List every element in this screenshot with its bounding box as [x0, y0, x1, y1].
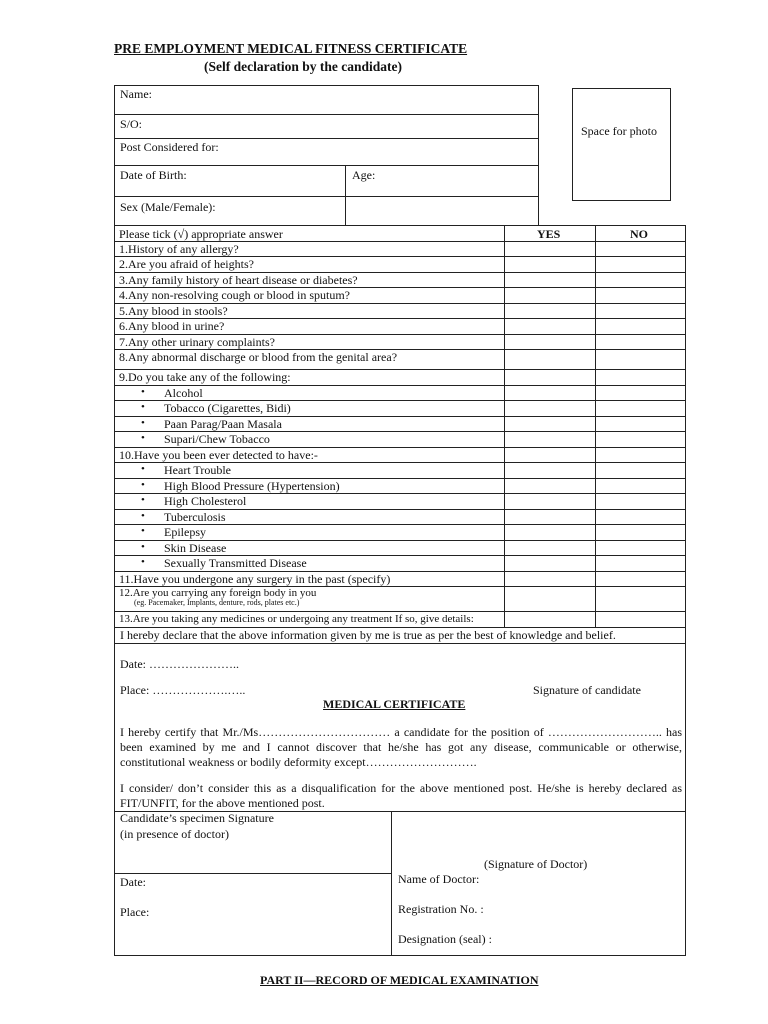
table-row[interactable]: [114, 319, 686, 335]
table-row[interactable]: [114, 612, 686, 628]
table-row[interactable]: [114, 288, 686, 304]
bullet-icon: •: [141, 479, 145, 491]
list-item-label: Tuberculosis: [164, 510, 226, 524]
list-item-label: High Blood Pressure (Hypertension): [164, 479, 340, 493]
post-field[interactable]: Post Considered for:: [120, 140, 219, 154]
part-two-title: PART II—RECORD OF MEDICAL EXAMINATION: [260, 973, 539, 987]
table-row: [114, 448, 686, 463]
question-text: 7.Any other urinary complaints?: [119, 335, 275, 349]
list-item[interactable]: [114, 525, 686, 541]
bullet-icon: •: [141, 401, 145, 413]
sex-field[interactable]: Sex (Male/Female):: [120, 200, 216, 214]
list-item-label: High Cholesterol: [164, 494, 247, 508]
specimen-signature-note: (in presence of doctor): [120, 827, 229, 841]
divider: [391, 811, 392, 956]
designation-field[interactable]: Designation (seal) :: [398, 932, 492, 946]
name-field[interactable]: Name:: [120, 87, 152, 101]
divider: [114, 138, 539, 139]
list-item[interactable]: [114, 463, 686, 479]
list-item-label: Skin Disease: [164, 541, 227, 555]
form-title: PRE EMPLOYMENT MEDICAL FITNESS CERTIFICATE: [114, 41, 468, 56]
candidate-signature-label: Signature of candidate: [533, 683, 641, 697]
question-text: 11.Have you undergone any surgery in the past (specify): [119, 572, 391, 586]
list-item[interactable]: [114, 510, 686, 525]
instruction-text: Please tick (√) appropriate answer: [119, 227, 283, 241]
table-row[interactable]: [114, 304, 686, 319]
list-item[interactable]: [114, 432, 686, 448]
divider: [114, 643, 686, 644]
photo-box: [572, 88, 671, 201]
doctor-name-field[interactable]: Name of Doctor:: [398, 872, 480, 886]
bullet-icon: •: [141, 386, 145, 398]
list-item-label: Alcohol: [164, 386, 203, 400]
divider: [345, 165, 346, 226]
declaration-date[interactable]: Date: …………………..: [120, 657, 239, 671]
bullet-icon: •: [141, 556, 145, 568]
photo-label: Space for photo: [581, 124, 657, 138]
question-text: 2.Are you afraid of heights?: [119, 257, 254, 271]
list-item-label: Epilepsy: [164, 525, 206, 539]
question-text: 4.Any non-resolving cough or blood in sputum?: [119, 288, 350, 302]
list-item[interactable]: [114, 386, 686, 401]
list-item[interactable]: [114, 541, 686, 556]
doctor-place-field[interactable]: Place:: [120, 905, 150, 919]
question-text: 10.Have you been ever detected to have:-: [119, 448, 318, 462]
medical-certificate-title: MEDICAL CERTIFICATE: [323, 697, 466, 711]
question-text: 3.Any family history of heart disease or diabetes?: [119, 273, 358, 287]
question-text: 12.Are you carrying any foreign body in you: [119, 587, 317, 599]
question-text: 6.Any blood in urine?: [119, 319, 225, 333]
question-text: 1.History of any allergy?: [119, 242, 239, 256]
table-header-row: [114, 226, 686, 242]
table-row[interactable]: [114, 587, 686, 612]
list-item-label: Tobacco (Cigarettes, Bidi): [164, 401, 291, 415]
registration-field[interactable]: Registration No. :: [398, 902, 484, 916]
bullet-icon: •: [141, 463, 145, 475]
list-item-label: Supari/Chew Tobacco: [164, 432, 270, 446]
table-row[interactable]: [114, 350, 686, 370]
no-header: NO: [630, 227, 648, 241]
form-subtitle: (Self declaration by the candidate): [204, 59, 402, 74]
list-item-label: Heart Trouble: [164, 463, 231, 477]
doctor-date-field[interactable]: Date:: [120, 875, 146, 889]
list-item[interactable]: [114, 479, 686, 494]
dob-field[interactable]: Date of Birth:: [120, 168, 187, 182]
list-item[interactable]: [114, 401, 686, 417]
question-text: 9.Do you take any of the following:: [119, 370, 291, 384]
divider: [114, 196, 539, 197]
age-field[interactable]: Age:: [352, 168, 376, 182]
specimen-signature-label: Candidate’s specimen Signature: [120, 811, 274, 825]
bullet-icon: •: [141, 510, 145, 522]
medical-certificate-para2: I consider/ don’t consider this as a disqualification for the above mentioned post. He/she is hereby declared as FIT/UNFIT, for the above mentioned post.: [120, 781, 682, 810]
list-item[interactable]: [114, 417, 686, 432]
list-item-label: Sexually Transmitted Disease: [164, 556, 307, 570]
bullet-icon: •: [141, 494, 145, 506]
bullet-icon: •: [141, 432, 145, 444]
question-text: 13.Are you taking any medicines or undergoing any treatment If so, give details:: [119, 613, 474, 625]
bullet-icon: •: [141, 417, 145, 429]
yes-header: YES: [537, 227, 561, 241]
table-row[interactable]: [114, 257, 686, 273]
table-row[interactable]: [114, 572, 686, 587]
question-text: 8.Any abnormal discharge or blood from the genital area?: [119, 350, 398, 364]
table-row[interactable]: [114, 242, 686, 257]
divider: [114, 165, 539, 166]
table-row[interactable]: [114, 335, 686, 350]
table-row: [114, 370, 686, 386]
question-text: 5.Any blood in stools?: [119, 304, 228, 318]
bullet-icon: •: [141, 541, 145, 553]
list-item-label: Paan Parag/Paan Masala: [164, 417, 282, 431]
bullet-icon: •: [141, 525, 145, 537]
table-row[interactable]: [114, 273, 686, 288]
medical-certificate-para1: I hereby certify that Mr./Ms…………………………… a candidate for the position of ……………………….. has been examined by me and I cannot discover that he/she has got any disease, communicable or otherwise, constitutional weakness or bodily deformity except……………………….: [120, 725, 682, 769]
divider: [114, 114, 539, 115]
declaration-place[interactable]: Place: ……………….…..: [120, 683, 246, 697]
question-note: (eg. Pacemaker, Implants, denture, rods, plates etc.): [134, 598, 300, 607]
list-item[interactable]: [114, 556, 686, 572]
doctor-signature-label: (Signature of Doctor): [484, 857, 588, 871]
list-item[interactable]: [114, 494, 686, 510]
so-field[interactable]: S/O:: [120, 117, 143, 131]
declaration-text: I hereby declare that the above information given by me is true as per the best of knowledge and belief.: [120, 628, 616, 642]
divider: [114, 873, 391, 874]
